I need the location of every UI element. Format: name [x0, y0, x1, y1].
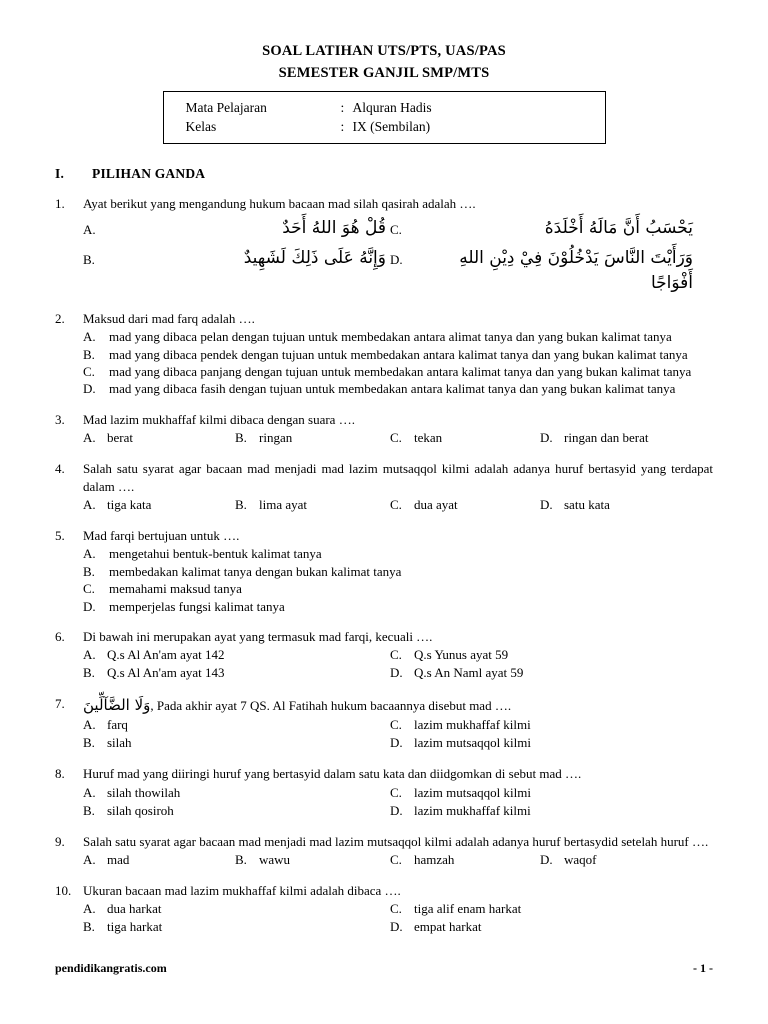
option-value: dua harkat: [107, 901, 162, 917]
doc-title-line-2: SEMESTER GANJIL SMP/MTS: [278, 65, 490, 82]
exam-info-box: [163, 91, 606, 144]
question-item: [55, 195, 713, 297]
answer-row: [83, 716, 713, 734]
question-item: [55, 833, 713, 869]
question-text: Ukuran bacaan mad lazim mukhaffaf kilmi adalah dibaca ….: [83, 882, 401, 898]
answer-option[interactable]: [390, 900, 697, 918]
question-number: 4.: [55, 461, 65, 477]
answer-row: [83, 429, 713, 447]
answer-row: [83, 900, 713, 918]
option-value: hamzah: [414, 851, 455, 867]
question-number: 8.: [55, 766, 65, 782]
option-key: D.: [540, 430, 553, 446]
question-text: Mad lazim mukhaffaf kilmi dibaca dengan suara ….: [83, 411, 355, 427]
answer-options: [83, 851, 713, 869]
option-value: tekan: [414, 430, 443, 446]
option-key: C.: [390, 717, 402, 733]
option-value: tiga alif enam harkat: [414, 901, 522, 917]
option-key: B.: [83, 802, 95, 818]
option-key: A.: [83, 851, 96, 867]
footer-page-number: - 1 -: [693, 961, 713, 975]
answer-option[interactable]: [390, 429, 540, 447]
option-value: wawu: [259, 851, 291, 867]
question-line: [55, 765, 713, 782]
answer-option[interactable]: [390, 216, 697, 242]
option-value: satu kata: [564, 497, 610, 513]
option-key: A.: [83, 329, 96, 345]
info-value-class: IX (Sembilan): [352, 118, 431, 134]
option-value: mad yang dibaca panjang dengan tujuan untuk membedakan antara kalimat tanya dan yang bukan kalimat tanya: [109, 364, 692, 380]
question-number: 10.: [55, 882, 72, 898]
answer-option[interactable]: [235, 429, 390, 447]
question-item: [55, 882, 713, 936]
question-line: [55, 695, 713, 715]
answer-option[interactable]: [235, 851, 390, 869]
question-text: [83, 695, 713, 715]
option-value: Q.s An Naml ayat 59: [414, 665, 524, 681]
option-key: D.: [83, 381, 96, 397]
question-number: 9.: [55, 833, 65, 849]
question-item: [55, 411, 713, 447]
question-number: 1.: [55, 195, 65, 211]
answer-row: [83, 851, 713, 869]
answer-option[interactable]: [540, 429, 690, 447]
section-title: PILIHAN GANDA: [92, 165, 206, 181]
option-key: A.: [83, 717, 96, 733]
option-value: mad yang dibaca pendek dengan tujuan untuk membedakan antara kalimat tanya dan yang bukan kalimat tanya: [109, 346, 688, 362]
option-key: D.: [540, 497, 553, 513]
answer-option[interactable]: [83, 900, 390, 918]
info-label-class: Kelas: [185, 118, 217, 134]
option-key: C.: [390, 851, 402, 867]
option-value: Q.s Al An'am ayat 143: [107, 665, 225, 681]
answer-row: [83, 784, 713, 802]
option-value: memahami maksud tanya: [109, 581, 242, 597]
answer-row: [83, 246, 713, 297]
question-item: [55, 695, 713, 752]
answer-option[interactable]: [390, 496, 540, 514]
answer-row: [83, 664, 713, 682]
option-value: farq: [107, 717, 128, 733]
answer-row: [83, 646, 713, 664]
answer-option[interactable]: [235, 496, 390, 514]
question-item: [55, 765, 713, 819]
answer-row: [83, 216, 713, 242]
answer-option[interactable]: [390, 918, 697, 936]
option-value: memperjelas fungsi kalimat tanya: [109, 598, 285, 614]
option-key: B.: [83, 251, 95, 267]
question-number: 2.: [55, 310, 65, 326]
answer-option[interactable]: [83, 563, 713, 580]
answer-options: [83, 545, 713, 615]
document-header: [55, 40, 713, 144]
answer-option[interactable]: [83, 363, 713, 380]
option-value: berat: [107, 430, 133, 446]
question-text: Maksud dari mad farq adalah ….: [83, 310, 255, 326]
option-key: B.: [83, 735, 95, 751]
option-value: mad yang dibaca fasih dengan tujuan untuk membedakan antara kalimat tanya dan yang bukan kalimat tanya: [109, 381, 676, 397]
option-key: C.: [83, 581, 95, 597]
answer-option[interactable]: [390, 784, 697, 802]
option-key: D.: [83, 598, 96, 614]
question-number: 5.: [55, 527, 65, 543]
answer-options: [83, 496, 713, 514]
option-key: A.: [83, 497, 96, 513]
option-key: B.: [83, 919, 95, 935]
option-value: silah: [107, 735, 132, 751]
option-key: A.: [83, 647, 96, 663]
answer-option[interactable]: [83, 216, 390, 242]
question-text: Di bawah ini merupakan ayat yang termasuk mad farqi, kecuali ….: [83, 629, 433, 644]
option-key: D.: [390, 802, 403, 818]
info-value-subject: Alquran Hadis: [352, 99, 432, 115]
answer-option[interactable]: [83, 598, 713, 615]
option-key: C.: [390, 647, 402, 663]
option-key: C.: [390, 497, 402, 513]
option-key: B.: [83, 563, 95, 579]
option-key: C.: [390, 784, 402, 800]
info-colon-class: :: [340, 118, 345, 134]
option-key: C.: [390, 901, 402, 917]
option-value: membedakan kalimat tanya dengan bukan kalimat tanya: [109, 563, 402, 579]
question-line: [55, 527, 713, 544]
question-line: [55, 833, 713, 850]
info-label-subject: Mata Pelajaran: [185, 99, 267, 115]
info-row-class: [186, 118, 605, 137]
section-heading: [55, 166, 713, 182]
option-key: A.: [83, 901, 96, 917]
option-key: A.: [83, 784, 96, 800]
question-text-body: , Pada akhir ayat 7 QS. Al Fatihah hukum bacaannya disebut mad ….: [150, 698, 512, 714]
answer-option[interactable]: [83, 802, 390, 820]
answer-options: [83, 429, 713, 447]
answer-options: [83, 216, 713, 297]
option-value-arabic: وَإِنَّهُ عَلَى ذَلِكَ لَشَهِيدٌ: [243, 247, 386, 268]
option-value: Q.s Yunus ayat 59: [414, 647, 509, 663]
answer-option[interactable]: [83, 716, 390, 734]
option-key: C.: [390, 222, 402, 238]
option-value-arabic: وَرَأَيْتَ النَّاسَ يَدْخُلُوْنَ فِيْ دِيْنِ اللهِ أَفْوَاجًا: [459, 247, 693, 294]
question-number: 3.: [55, 411, 65, 427]
answer-option[interactable]: [390, 664, 697, 682]
questions-list: [55, 195, 713, 936]
question-text: Salah satu syarat agar bacaan mad menjadi mad lazim mutsaqqol kilmi adalah adanya huruf bertasydid setelah huruf ….: [83, 833, 709, 849]
option-value: empat harkat: [414, 919, 482, 935]
answer-row: [83, 734, 713, 752]
option-key: D.: [390, 251, 403, 267]
option-key: B.: [83, 665, 95, 681]
answer-option[interactable]: [540, 851, 690, 869]
question-line: [55, 195, 713, 212]
answer-row: [83, 918, 713, 936]
option-value: ringan: [259, 430, 293, 446]
option-value: silah qosiroh: [107, 802, 174, 818]
answer-option[interactable]: [83, 328, 713, 345]
option-value: waqof: [564, 851, 597, 867]
question-arabic-fragment: وَلَا الضَّآلِّينَ: [83, 696, 151, 715]
option-value-arabic: قُلْ هُوَ اللهُ أَحَدٌ: [282, 218, 386, 239]
option-key: B.: [235, 497, 247, 513]
option-value: mad: [107, 851, 130, 867]
option-key: B.: [235, 430, 247, 446]
answer-option[interactable]: [390, 646, 697, 664]
answer-option[interactable]: [83, 918, 390, 936]
answer-option[interactable]: [390, 802, 697, 820]
answer-option[interactable]: [390, 851, 540, 869]
answer-option[interactable]: [83, 580, 713, 597]
option-value: lazim mutsaqqol kilmi: [414, 784, 531, 800]
question-item: [55, 628, 713, 682]
option-value: lazim mukhaffaf kilmi: [414, 802, 531, 818]
option-value: tiga harkat: [107, 919, 163, 935]
option-value: tiga kata: [107, 497, 152, 513]
option-value: lazim mutsaqqol kilmi: [414, 735, 531, 751]
answer-option[interactable]: [540, 496, 690, 514]
option-value: Q.s Al An'am ayat 142: [107, 647, 225, 663]
option-key: B.: [83, 346, 95, 362]
question-item: [55, 527, 713, 615]
option-key: D.: [390, 735, 403, 751]
question-text: Huruf mad yang diiringi huruf yang bertasyid dalam satu kata dan diidgomkan di sebut mad ….: [83, 766, 582, 782]
answer-options: [83, 328, 713, 398]
option-value: mad yang dibaca pelan dengan tujuan untuk membedakan antara alimat tanya dan yang bukan kalimat tanya: [109, 329, 672, 345]
option-value: lazim mukhaffaf kilmi: [414, 717, 531, 733]
option-value-arabic: يَحْسَبُ أَنَّ مَالَهُ أَخْلَدَهُ: [544, 218, 693, 239]
info-colon-subject: :: [340, 99, 345, 115]
answer-option[interactable]: [390, 734, 697, 752]
option-key: C.: [390, 430, 402, 446]
answer-option[interactable]: [83, 380, 713, 397]
answer-option[interactable]: [83, 646, 390, 664]
question-text: Ayat berikut yang mengandung hukum bacaan mad silah qasirah adalah ….: [83, 195, 476, 211]
answer-options: [83, 900, 713, 936]
question-item: [55, 310, 713, 398]
option-key: A.: [83, 546, 96, 562]
page-footer: [55, 961, 713, 976]
question-line: [55, 882, 713, 899]
question-number: 7.: [55, 696, 65, 712]
answer-option[interactable]: [83, 734, 390, 752]
answer-option[interactable]: [83, 664, 390, 682]
answer-options: [83, 784, 713, 820]
option-key: A.: [83, 430, 96, 446]
question-text: Salah satu syarat agar bacaan mad menjadi mad lazim mutsaqqol kilmi adalah adanya huruf bertasyid yang terdapat dalam ….: [83, 461, 713, 494]
question-line: [55, 628, 713, 645]
option-value: dua ayat: [414, 497, 458, 513]
answer-option[interactable]: [390, 716, 697, 734]
answer-options: [83, 716, 713, 752]
option-key: C.: [83, 364, 95, 380]
question-text: Mad farqi bertujuan untuk ….: [83, 527, 240, 543]
option-key: D.: [540, 851, 553, 867]
answer-row: [83, 496, 713, 514]
option-key: B.: [235, 851, 247, 867]
option-value: mengetahui bentuk-bentuk kalimat tanya: [109, 546, 322, 562]
option-value: silah thowilah: [107, 784, 181, 800]
answer-option[interactable]: [83, 346, 713, 363]
section-number: I.: [55, 165, 65, 181]
option-key: D.: [390, 919, 403, 935]
option-key: D.: [390, 665, 403, 681]
question-line: [55, 460, 713, 495]
option-key: A.: [83, 222, 96, 238]
answer-option[interactable]: [83, 496, 235, 514]
option-value: lima ayat: [259, 497, 308, 513]
answer-option[interactable]: [390, 246, 697, 297]
question-item: [55, 460, 713, 514]
answer-options: [83, 646, 713, 682]
answer-option[interactable]: [83, 246, 390, 272]
question-line: [55, 411, 713, 428]
option-value: ringan dan berat: [564, 430, 649, 446]
doc-title-line-1: SOAL LATIHAN UTS/PTS, UAS/PAS: [262, 43, 506, 59]
question-line: [55, 310, 713, 327]
answer-row: [83, 802, 713, 820]
answer-option[interactable]: [83, 851, 235, 869]
answer-option[interactable]: [83, 545, 713, 562]
info-row-subject: [186, 99, 605, 118]
question-number: 6.: [55, 629, 65, 644]
answer-option[interactable]: [83, 429, 235, 447]
footer-site: pendidikangratis.com: [55, 961, 167, 975]
answer-option[interactable]: [83, 784, 390, 802]
